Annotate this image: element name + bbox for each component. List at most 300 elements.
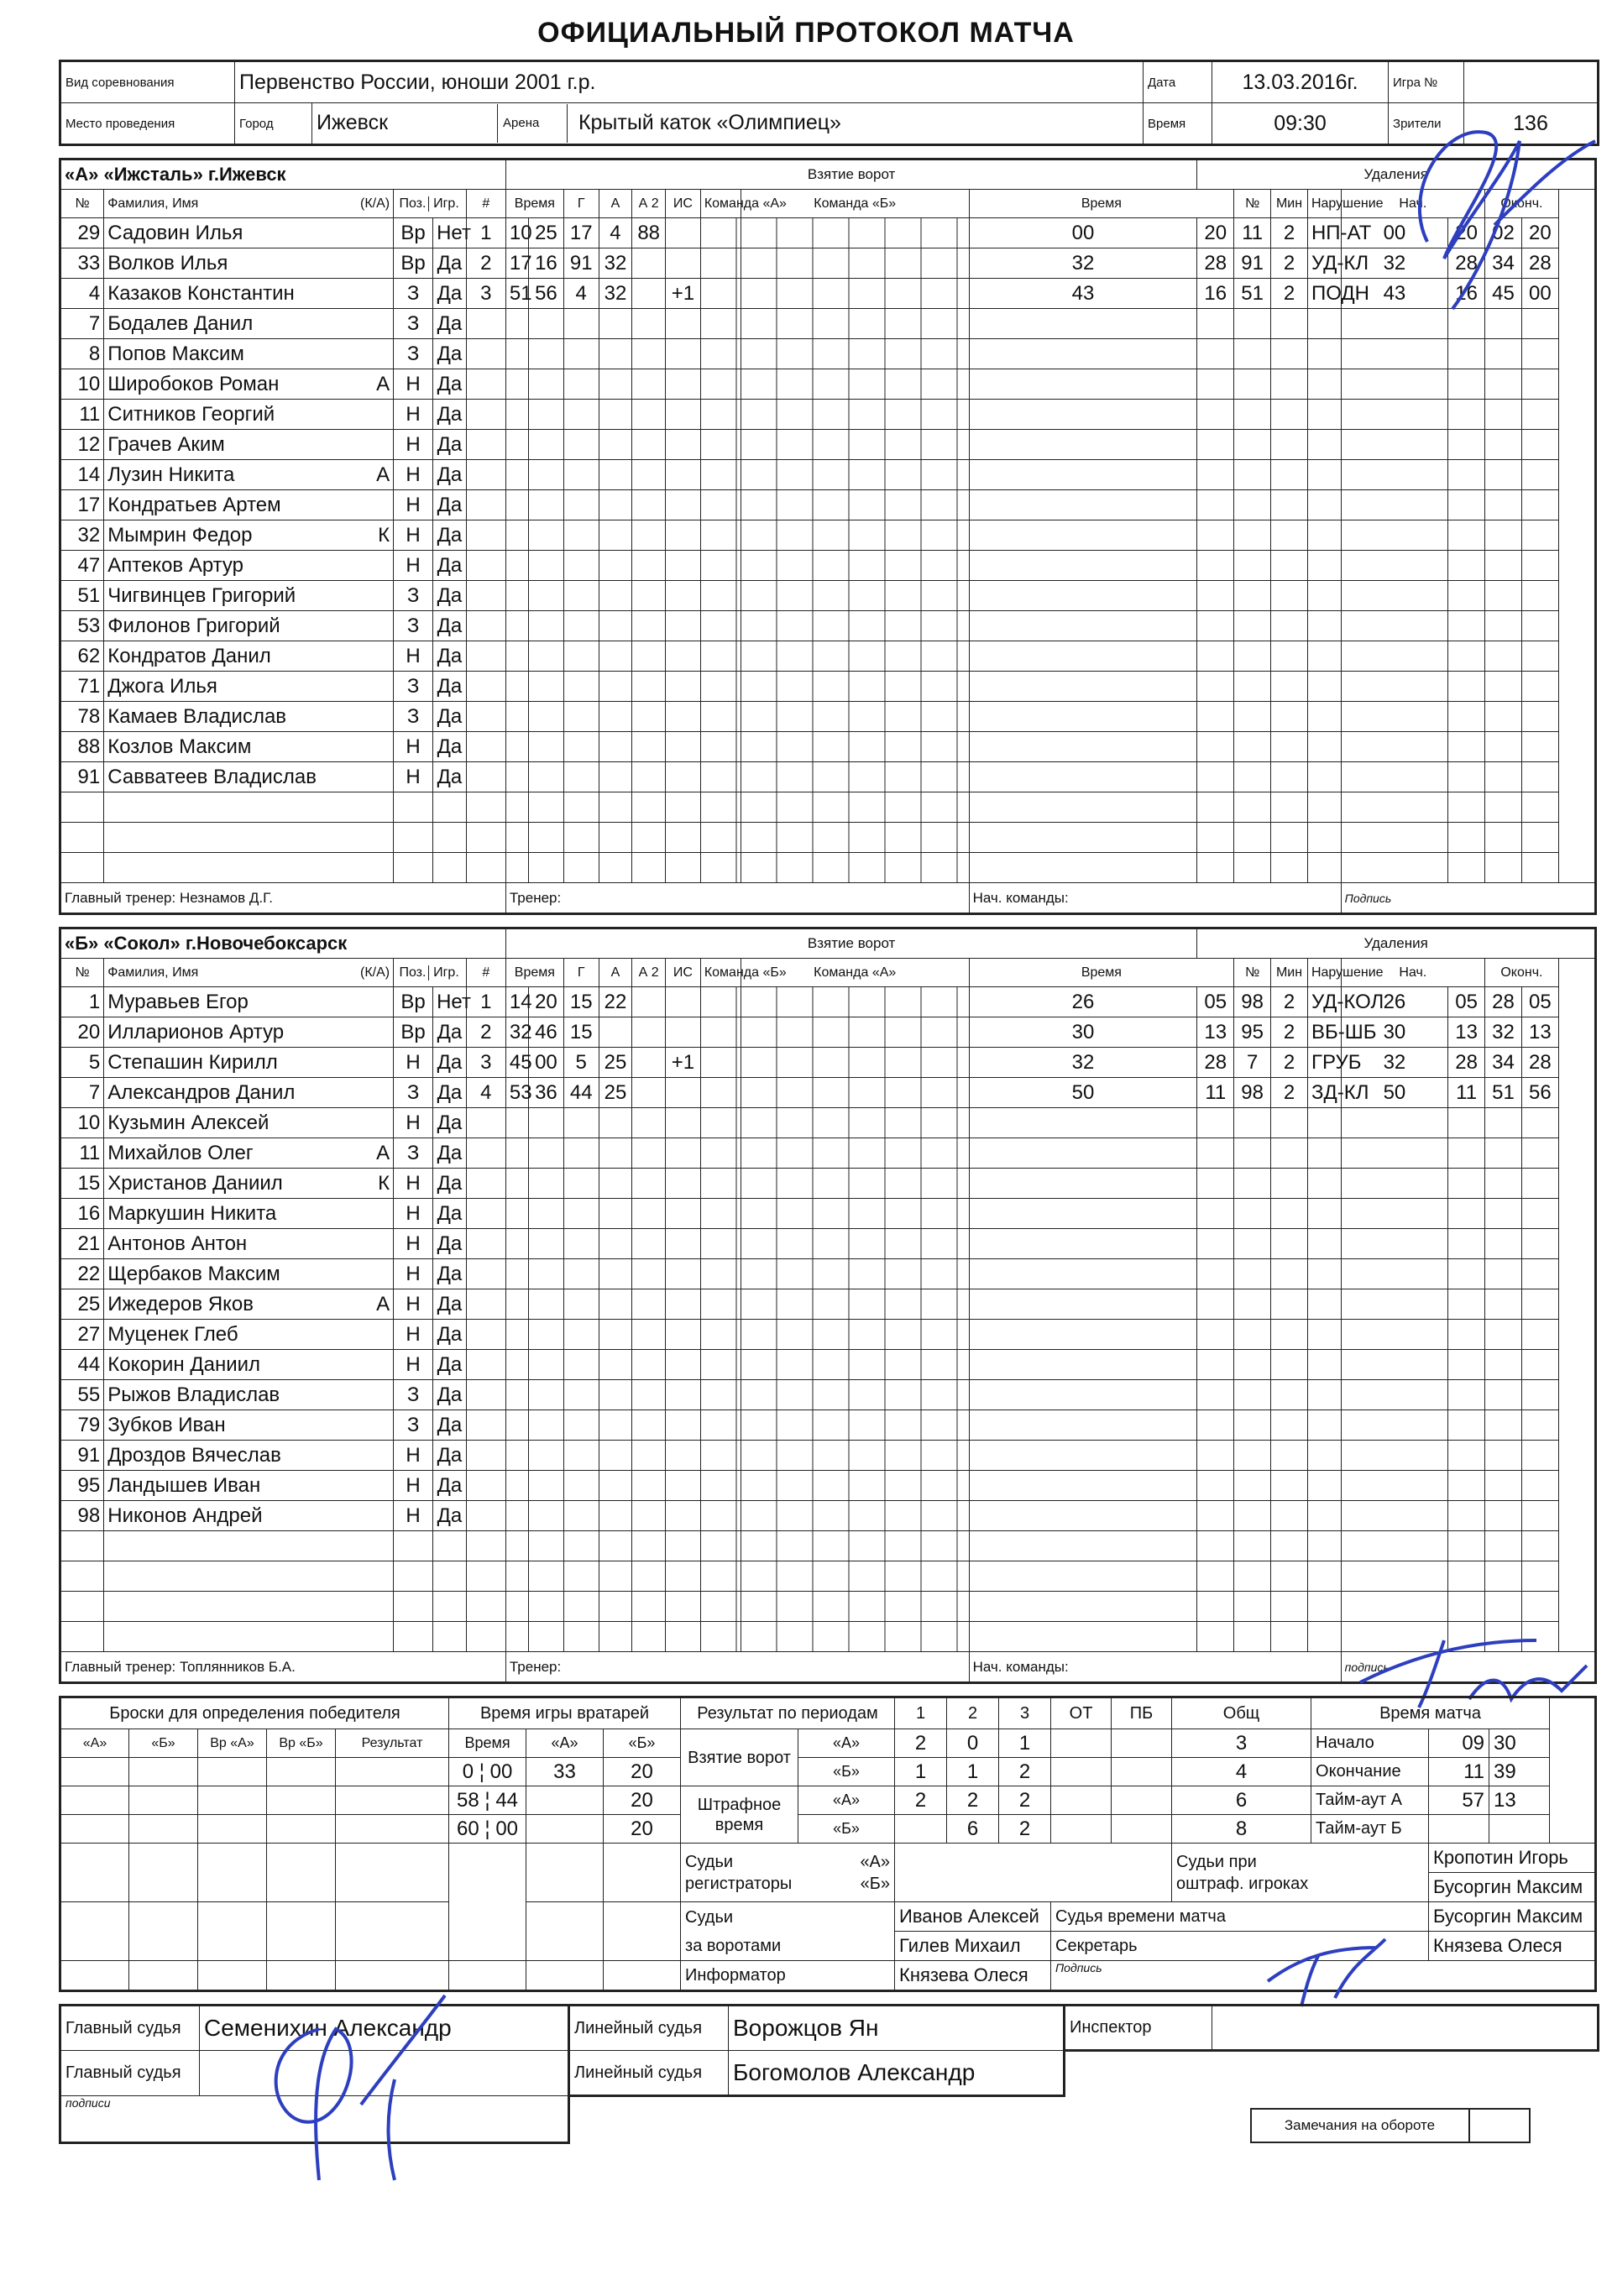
pen-time-m — [969, 520, 1197, 551]
goal-scorer — [563, 1622, 599, 1652]
goal-sec — [529, 1471, 564, 1501]
goalie-row-3-m: 60 — [457, 1817, 479, 1840]
player-number: 95 — [60, 1471, 104, 1501]
player-igr: Да — [433, 279, 467, 309]
player-number: 10 — [60, 1108, 104, 1138]
shootout-cell — [336, 1844, 449, 1902]
goals-a-ot — [1051, 1729, 1112, 1758]
goal-min — [505, 1592, 528, 1622]
table-row — [60, 792, 1596, 823]
team-goal-grid — [700, 1320, 741, 1350]
goal-hash — [466, 1108, 505, 1138]
pen-player — [1234, 823, 1271, 853]
pen-player — [1234, 611, 1271, 641]
goal-situation — [666, 400, 701, 430]
pen-start-m — [1341, 1108, 1447, 1138]
pen-player — [1234, 792, 1271, 823]
goal-min — [505, 1441, 528, 1471]
goal-assist2 — [632, 611, 666, 641]
table-row — [60, 1078, 1596, 1108]
player-number: 78 — [60, 702, 104, 732]
shootout-cell — [267, 1786, 336, 1815]
goal-min — [505, 369, 528, 400]
pen-time-m — [969, 1380, 1197, 1410]
pen-player — [1234, 1441, 1271, 1471]
pen-start-m — [1341, 1410, 1447, 1441]
player-name-cell — [104, 1108, 394, 1138]
goal-hash: 1 — [466, 218, 505, 248]
pen-player: 91 — [1234, 248, 1271, 279]
team-a-table — [59, 158, 1597, 915]
pen-player — [1234, 732, 1271, 762]
goal-hash — [466, 1259, 505, 1289]
player-number: 62 — [60, 641, 104, 672]
pen-player — [1234, 1592, 1271, 1622]
penalty-judges-values — [1429, 1844, 1596, 1902]
pen-end-m: 45 — [1485, 279, 1522, 309]
team_b-col-team1: Команда «Б» — [700, 959, 741, 987]
pen-start-m: 30 — [1341, 1017, 1447, 1048]
team_b-col-ka: (К/А) — [359, 965, 390, 980]
goal-assist2 — [632, 1350, 666, 1380]
goal-assist2 — [632, 987, 666, 1017]
goal-assist2 — [632, 1259, 666, 1289]
pen-time-s — [1197, 309, 1234, 339]
goal-hash — [466, 400, 505, 430]
pen-time-s — [1197, 1592, 1234, 1622]
pen-time-s — [1197, 611, 1234, 641]
pen-end-s — [1521, 460, 1558, 490]
goal-min — [505, 1501, 528, 1531]
player-name-cell — [104, 400, 394, 430]
goal-sec — [529, 1380, 564, 1410]
goal-situation — [666, 1017, 701, 1048]
pen-start-s — [1448, 1169, 1485, 1199]
pen-min — [1271, 309, 1308, 339]
goal-sec — [529, 1410, 564, 1441]
pen-player — [1234, 1531, 1271, 1561]
team-goal-grid — [700, 853, 741, 883]
table-row — [60, 430, 1596, 460]
pim-b-total: 8 — [1172, 1815, 1311, 1844]
pen-violation — [1307, 641, 1341, 672]
pen-end-s — [1521, 1229, 1558, 1259]
player-name-cell — [104, 1501, 394, 1531]
team-goal-grid — [741, 1410, 969, 1441]
goal-assist: 25 — [599, 1078, 632, 1108]
pen-start-s — [1448, 853, 1485, 883]
pen-end-m — [1485, 369, 1522, 400]
pen-player — [1234, 1169, 1271, 1199]
pen-min — [1271, 1380, 1308, 1410]
goal-scorer — [563, 551, 599, 581]
goal-assist — [599, 1471, 632, 1501]
pen-violation — [1307, 1441, 1341, 1471]
goal-min — [505, 339, 528, 369]
team-goal-grid — [700, 1289, 741, 1320]
pen-player — [1234, 490, 1271, 520]
goal-min — [505, 430, 528, 460]
team-a-section — [0, 158, 1612, 915]
team-goal-grid — [700, 1017, 741, 1048]
team-goal-grid — [700, 339, 741, 369]
pen-start-s — [1448, 1199, 1485, 1229]
pen-time-s — [1197, 672, 1234, 702]
table-row — [60, 1471, 1596, 1501]
team-goal-grid — [700, 1108, 741, 1138]
pen-time-s — [1197, 1531, 1234, 1561]
pen-player — [1234, 1350, 1271, 1380]
pen-time-m — [969, 641, 1197, 672]
player-name-cell — [104, 520, 394, 551]
team_b-col-is: ИС — [666, 959, 701, 987]
pen-time-m — [969, 823, 1197, 853]
pen-end-s — [1521, 1199, 1558, 1229]
shootout-cell — [60, 1786, 129, 1815]
pen-start-s — [1448, 792, 1485, 823]
pen-violation — [1307, 1622, 1341, 1652]
goalie-row-2-s: 44 — [495, 1788, 519, 1812]
goal-hash — [466, 460, 505, 490]
team-goal-grid — [700, 1380, 741, 1410]
pen-time-m — [969, 1199, 1197, 1229]
goal-hash — [466, 1622, 505, 1652]
pen-min — [1271, 1350, 1308, 1380]
pen-violation — [1307, 1561, 1341, 1592]
player-pos: Н — [394, 762, 433, 792]
team-goal-grid — [741, 1229, 969, 1259]
goal-situation — [666, 1622, 701, 1652]
goal-hash: 1 — [466, 987, 505, 1017]
period-col-pb: ПБ — [1112, 1697, 1172, 1729]
pen-start-s — [1448, 309, 1485, 339]
pen-player: 95 — [1234, 1017, 1271, 1048]
goal-assist — [599, 309, 632, 339]
goal-assist2 — [632, 792, 666, 823]
timeout-b-label: Тайм-аут Б — [1311, 1815, 1429, 1844]
pim-b-p2: 6 — [947, 1815, 999, 1844]
player-name: Волков Илья — [107, 251, 228, 275]
pen-violation — [1307, 581, 1341, 611]
spectators-value: 136 — [1464, 103, 1599, 145]
remarks-checkbox[interactable] — [1470, 2110, 1529, 2142]
goal-assist2 — [632, 672, 666, 702]
pen-time-s: 05 — [1197, 987, 1234, 1017]
team_a-col-team1: Команда «А» — [700, 190, 741, 218]
pen-start-s: 05 — [1448, 987, 1485, 1017]
pen-start-s — [1448, 762, 1485, 792]
pen-end-m — [1485, 520, 1522, 551]
pen-min — [1271, 520, 1308, 551]
goal-assist2 — [632, 1561, 666, 1592]
table-row — [60, 581, 1596, 611]
goal-situation: +1 — [666, 279, 701, 309]
player-ka: А — [376, 1292, 390, 1315]
pen-end-m — [1485, 551, 1522, 581]
period-col-ot: ОТ — [1051, 1697, 1112, 1729]
pen-end-s — [1521, 1531, 1558, 1561]
table-row — [60, 641, 1596, 672]
goal-min — [505, 672, 528, 702]
player-ka: А — [376, 372, 390, 395]
player-number: 12 — [60, 430, 104, 460]
player-name-cell — [104, 339, 394, 369]
team_b-col-pos: Поз. — [396, 965, 429, 981]
pen-min — [1271, 1320, 1308, 1350]
pen-start-s — [1448, 1410, 1485, 1441]
referees-table — [59, 2004, 1599, 2144]
team_b-title: «Б» «Сокол» г.Новочебоксарск — [60, 928, 506, 959]
pen-end-m — [1485, 581, 1522, 611]
shootout-a: «А» — [60, 1729, 129, 1758]
goal-hash — [466, 762, 505, 792]
team-goal-grid — [700, 1078, 741, 1108]
goal-min — [505, 1531, 528, 1561]
player-name: Ситников Георгий — [107, 402, 275, 426]
player-pos: З — [394, 309, 433, 339]
pen-player — [1234, 400, 1271, 430]
team-goal-grid — [700, 520, 741, 551]
timekeeper-secretary-labels — [1051, 1902, 1429, 1961]
goal-assist2 — [632, 1048, 666, 1078]
pen-time-m — [969, 1320, 1197, 1350]
team_b-col-start: Нач. — [1341, 959, 1484, 987]
pen-time-m — [969, 1259, 1197, 1289]
player-igr: Да — [433, 1441, 467, 1471]
pen-time-s — [1197, 1501, 1234, 1531]
pen-end-m — [1485, 1320, 1522, 1350]
goal-assist — [599, 581, 632, 611]
team-goal-grid — [741, 1017, 969, 1048]
team-goal-grid — [741, 490, 969, 520]
shootout-cell — [336, 1961, 449, 1991]
player-igr: Да — [433, 1017, 467, 1048]
goal-sec — [529, 1501, 564, 1531]
team-goal-grid — [741, 641, 969, 672]
pen-violation — [1307, 1501, 1341, 1531]
pen-start-s — [1448, 1108, 1485, 1138]
player-name: Дроздов Вячеслав — [107, 1443, 281, 1467]
pen-violation — [1307, 460, 1341, 490]
player-igr: Да — [433, 1048, 467, 1078]
shootout-vrb: Вр «Б» — [267, 1729, 336, 1758]
pen-start-m — [1341, 641, 1447, 672]
reg-judges-cell — [681, 1844, 895, 1902]
goal-scorer — [563, 581, 599, 611]
pen-time-m — [969, 611, 1197, 641]
team_b-col-pen-min: Мин — [1271, 959, 1308, 987]
player-name: Муценек Глеб — [107, 1322, 238, 1346]
team-goal-grid — [700, 792, 741, 823]
player-name: Щербаков Максим — [107, 1262, 280, 1285]
pen-player — [1234, 641, 1271, 672]
player-number: 4 — [60, 279, 104, 309]
goal-min — [505, 1289, 528, 1320]
arena-label: Арена — [497, 104, 568, 143]
team-goal-grid — [741, 702, 969, 732]
goal-min — [505, 823, 528, 853]
goal-sec: 46 — [529, 1017, 564, 1048]
pen-start-m — [1341, 1501, 1447, 1531]
pen-time-m — [969, 1108, 1197, 1138]
goal-assist2 — [632, 309, 666, 339]
pen-start-s — [1448, 1138, 1485, 1169]
goal-sec — [529, 1592, 564, 1622]
pen-time-m: 00 — [969, 218, 1197, 248]
player-name-cell — [104, 1380, 394, 1410]
player-pos — [394, 1622, 433, 1652]
team-goal-grid — [700, 732, 741, 762]
player-name-cell — [104, 430, 394, 460]
goal-min — [505, 1622, 528, 1652]
player-pos: Н — [394, 1259, 433, 1289]
pen-end-s — [1521, 672, 1558, 702]
pen-violation — [1307, 1592, 1341, 1622]
goal-assist — [599, 1138, 632, 1169]
pen-start-m — [1341, 490, 1447, 520]
player-igr — [433, 853, 467, 883]
pen-end-m — [1485, 309, 1522, 339]
pen-start-m — [1341, 1592, 1447, 1622]
player-igr: Да — [433, 1169, 467, 1199]
main-referee-label-1: Главный судья — [60, 2006, 200, 2051]
goalie-row-3-a — [526, 1815, 604, 1844]
goal-situation — [666, 792, 701, 823]
player-ka: К — [378, 523, 390, 547]
player-number: 22 — [60, 1259, 104, 1289]
team-goal-grid — [700, 611, 741, 641]
player-name-cell — [104, 853, 394, 883]
player-pos: Н — [394, 520, 433, 551]
pen-start-m: 00 — [1341, 218, 1447, 248]
player-igr: Да — [433, 1199, 467, 1229]
pen-time-s: 28 — [1197, 248, 1234, 279]
team-goal-grid — [741, 1471, 969, 1501]
player-name-cell — [104, 1199, 394, 1229]
goal-assist — [599, 1169, 632, 1199]
table-row — [60, 309, 1596, 339]
goal-min — [505, 1199, 528, 1229]
pen-min — [1271, 672, 1308, 702]
pen-start-s — [1448, 339, 1485, 369]
pen-end-m: 02 — [1485, 218, 1522, 248]
pen-time-s — [1197, 1199, 1234, 1229]
pen-time-s — [1197, 641, 1234, 672]
goal-scorer — [563, 1169, 599, 1199]
pen-start-s: 11 — [1448, 1078, 1485, 1108]
goals-label: Взятие ворот — [681, 1729, 798, 1786]
pen-time-s — [1197, 1229, 1234, 1259]
player-pos: Н — [394, 551, 433, 581]
pen-time-m: 43 — [969, 279, 1197, 309]
pen-start-s — [1448, 611, 1485, 641]
pen-violation — [1307, 309, 1341, 339]
player-number: 91 — [60, 1441, 104, 1471]
player-igr — [433, 792, 467, 823]
pen-time-m: 50 — [969, 1078, 1197, 1108]
player-igr: Да — [433, 641, 467, 672]
goal-sec — [529, 1320, 564, 1350]
goalie-empty — [449, 1961, 526, 1991]
pen-player — [1234, 1561, 1271, 1592]
linesman-label-2: Линейный судья — [569, 2051, 729, 2096]
player-pos: Н — [394, 1169, 433, 1199]
pen-violation — [1307, 1169, 1341, 1199]
goalie-empty — [604, 1844, 681, 1902]
goal-sec — [529, 1199, 564, 1229]
goal-min — [505, 1561, 528, 1592]
player-number — [60, 792, 104, 823]
team-goal-grid — [700, 1229, 741, 1259]
pen-violation — [1307, 1471, 1341, 1501]
pen-start-m — [1341, 1138, 1447, 1169]
goal-assist2 — [632, 1592, 666, 1622]
pen-time-m — [969, 672, 1197, 702]
goal-hash — [466, 702, 505, 732]
goal-hash — [466, 1410, 505, 1441]
player-name: Кондратьев Артем — [107, 493, 281, 516]
player-igr: Да — [433, 611, 467, 641]
player-name: Антонов Антон — [107, 1232, 248, 1255]
pen-time-s — [1197, 1410, 1234, 1441]
player-name-cell — [104, 1320, 394, 1350]
goal-judges-values — [895, 1902, 1051, 1961]
team_b-col-time: Время — [505, 959, 563, 987]
shootout-cell — [267, 1758, 336, 1786]
player-igr: Да — [433, 1501, 467, 1531]
player-pos: Н — [394, 1441, 433, 1471]
pen-player — [1234, 1410, 1271, 1441]
player-number — [60, 1531, 104, 1561]
pen-start-m — [1341, 1289, 1447, 1320]
team-goal-grid — [700, 641, 741, 672]
team-goal-grid — [741, 430, 969, 460]
shootout-cell — [129, 1902, 198, 1961]
pen-time-m: 30 — [969, 1017, 1197, 1048]
pen-time-m — [969, 1592, 1197, 1622]
pen-start-s — [1448, 1441, 1485, 1471]
pen-time-s — [1197, 1441, 1234, 1471]
pen-time-s — [1197, 1380, 1234, 1410]
pen-min: 2 — [1271, 1048, 1308, 1078]
goal-min — [505, 1169, 528, 1199]
goal-hash — [466, 430, 505, 460]
player-name-cell — [104, 1531, 394, 1561]
player-name-cell — [104, 1289, 394, 1320]
pen-end-m — [1485, 1592, 1522, 1622]
player-igr: Да — [433, 1138, 467, 1169]
pen-end-s — [1521, 339, 1558, 369]
goal-assist — [599, 762, 632, 792]
pen-start-s — [1448, 702, 1485, 732]
player-igr: Да — [433, 520, 467, 551]
pen-time-m — [969, 581, 1197, 611]
pen-time-s: 20 — [1197, 218, 1234, 248]
pen-time-s — [1197, 762, 1234, 792]
pen-start-m — [1341, 309, 1447, 339]
pen-start-m — [1341, 672, 1447, 702]
reg-judges-label-1: Судьи — [685, 1852, 734, 1871]
player-number: 25 — [60, 1289, 104, 1320]
player-igr: Да — [433, 339, 467, 369]
player-name: Бодалев Данил — [107, 311, 254, 335]
pen-violation — [1307, 1531, 1341, 1561]
team-goal-grid — [700, 1561, 741, 1592]
goal-scorer — [563, 400, 599, 430]
pen-end-m — [1485, 460, 1522, 490]
match-header — [59, 60, 1599, 146]
goal-situation — [666, 1138, 701, 1169]
